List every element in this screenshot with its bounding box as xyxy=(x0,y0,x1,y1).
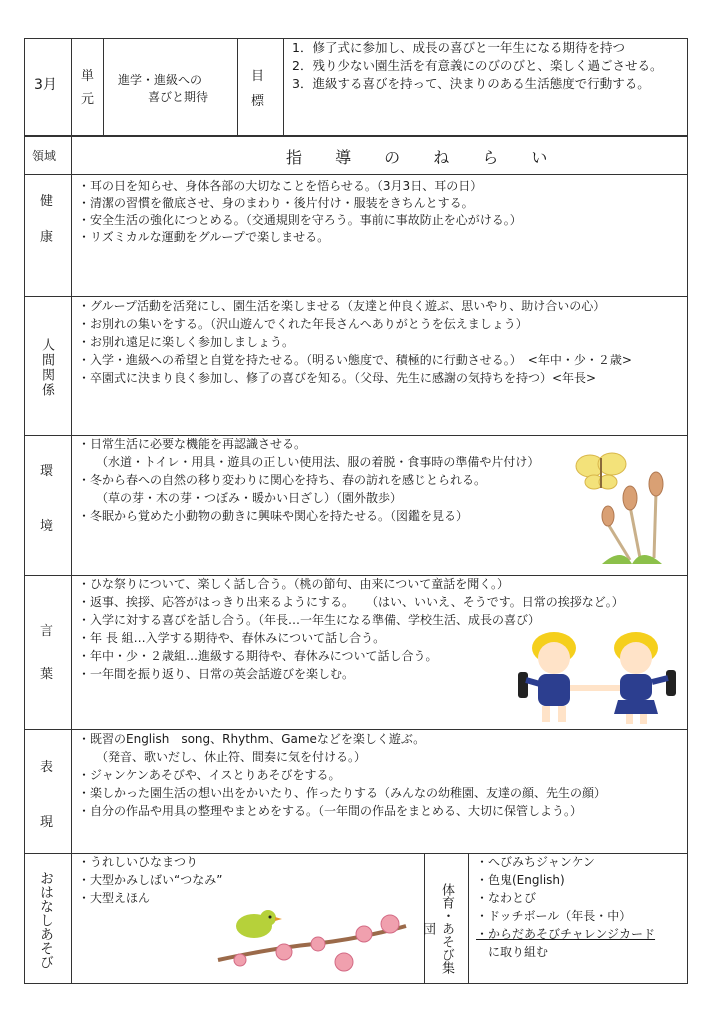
story-item-1: ・うれしいひなまつり xyxy=(78,855,199,869)
pe-challenge-cont: に取り組む xyxy=(488,945,549,959)
goal-label-2: 標 xyxy=(251,94,265,109)
story-item-3: ・大型えほん xyxy=(78,891,151,905)
lang-item-3: ・入学に対する喜びを話し合う。（年長…一年生になる準備、学校生活、成長の喜び） xyxy=(78,613,541,627)
expr-label-1: 表 xyxy=(40,760,54,775)
goal-2: 2．残り少ない園生活を有意義にのびのびと、楽しく過ごさせる。 xyxy=(292,58,663,73)
health-label-1: 健 xyxy=(40,194,54,209)
relations-item-5: ・卒園式に決まり良く参加し、修了の喜びを知る。（父母、先生に感謝の気持ちを持つ）<年長> xyxy=(78,371,597,385)
relations-item-4: ・入学・進級への希望と自覚を持たせる。（明るい態度で、積極的に行動させる。） <年中・少・２歳> xyxy=(78,353,632,367)
girl-icon xyxy=(614,632,676,724)
expr-label-2: 現 xyxy=(40,815,54,830)
domain-label: 領域 xyxy=(32,149,57,163)
pe-challenge: ・からだあそびチャレンジカード xyxy=(476,927,656,941)
aim-title: 指 導 の ね ら い xyxy=(286,148,562,167)
lang-item-1: ・ひな祭りについて、楽しく話し合う。（桃の節句、由来について童話を聞く。） xyxy=(78,577,510,591)
health-item-1: ・耳の日を知らせ、身体各部の大切なことを悟らせる。（3月3日、耳の日） xyxy=(78,179,483,193)
unit-title-2: 喜びと期待 xyxy=(148,90,209,104)
goal-3: 3．進級する喜びを持って、決まりのある生活態度で行動する。 xyxy=(292,76,650,91)
pe-item-2: ・色鬼(English) xyxy=(476,873,565,887)
env-item-5: ・冬眠から覚めた小動物の動きに興味や関心を持たせる。（図鑑を見る） xyxy=(78,509,469,523)
env-label-2: 境 xyxy=(40,519,54,534)
env-item-3: ・冬から春への自然の移り変わりに関心を持ち、春の訪れを感じとられる。 xyxy=(78,473,487,487)
month-label: 3月 xyxy=(34,77,57,93)
health-label-2: 康 xyxy=(40,230,54,245)
butterfly-buds-illustration xyxy=(572,446,672,568)
lang-item-4: ・年 長 組…入学する期待や、春休みについて話し合う。 xyxy=(78,631,386,645)
expr-item-2: （発音、歌いだし、休止符、間奏に気を付ける。） xyxy=(78,750,367,764)
story-label: おはなしあそび xyxy=(38,871,54,969)
lang-label-1: 言 xyxy=(40,624,54,639)
env-item-2: （水道・トイレ・用具・遊具の正しい使用法、服の着脱・食事時の準備や片付け） xyxy=(78,455,540,469)
children-illustration xyxy=(512,618,684,728)
relations-label: 人間関係 xyxy=(39,338,54,398)
relations-item-2: ・お別れの集いをする。（沢山遊んでくれた年長さんへありがとうを伝えましょう） xyxy=(78,317,528,331)
lang-item-6: ・一年間を振り返り、日常の英会話遊びを楽しむ。 xyxy=(78,667,355,681)
expr-item-1: ・既習のEnglish song、Rhythm、Gameなどを楽しく遊ぶ。 xyxy=(78,732,426,746)
pe-item-3: ・なわとび xyxy=(476,891,537,905)
boy-icon xyxy=(518,632,576,722)
butterfly-icon xyxy=(576,453,626,489)
pe-item-1: ・へびみちジャンケン xyxy=(476,855,595,869)
pe-label: 体育・あそび集団 xyxy=(420,882,454,974)
bird-icon xyxy=(236,910,282,938)
story-item-2: ・大型かみしばい“つなみ” xyxy=(78,873,223,887)
plan-sheet xyxy=(24,38,688,984)
lang-item-5: ・年中・少・２歳組…進級する期待や、春休みについて話し合う。 xyxy=(78,649,438,663)
health-item-2: ・清潔の習慣を徹底させ、身のまわり・後片付け・服装をきちんとする。 xyxy=(78,196,474,210)
bird-blossom-illustration xyxy=(214,904,410,976)
expr-item-5: ・自分の作品や用具の整理やまとめをする。（一年間の作品をまとめる、大切に保管しよう。） xyxy=(78,804,583,818)
expr-item-3: ・ジャンケンあそびや、イスとりあそびをする。 xyxy=(78,768,341,782)
env-label-1: 環 xyxy=(40,464,54,479)
health-item-4: ・リズミカルな運動をグループで楽しませる。 xyxy=(78,230,330,244)
unit-label-1: 単 xyxy=(81,69,95,84)
goal-label-1: 目 xyxy=(251,69,265,84)
expr-item-4: ・楽しかった園生活の想い出をかいたり、作ったりする（みんなの幼稚園、友達の顔、先生の顔） xyxy=(78,786,607,800)
health-item-3: ・安全生活の強化につとめる。（交通規則を守ろう。事前に事故防止を心がける。） xyxy=(78,213,522,227)
lang-label-2: 葉 xyxy=(40,667,54,682)
unit-title-1: 進学・進級への xyxy=(118,73,203,87)
pe-item-4: ・ドッチボール（年長・中） xyxy=(476,909,632,923)
unit-label-2: 元 xyxy=(81,92,95,107)
env-item-4: （草の芽・木の芽・つぼみ・暖かい日ざし）（園外散歩） xyxy=(78,491,403,505)
goal-1: 1．修了式に参加し、成長の喜びと一年生になる期待を持つ xyxy=(292,40,625,55)
relations-item-1: ・グループ活動を活発にし、園生活を楽しませる（友達と仲良く遊ぶ、思いやり、助け合いの心） xyxy=(78,299,606,313)
relations-item-3: ・お別れ遠足に楽しく参加しましょう。 xyxy=(78,335,295,349)
lang-item-2: ・返事、挨拶、応答がはっきり出来るようにする。 （はい、いいえ、そうです。日常の挨拶など。） xyxy=(78,595,624,609)
env-item-1: ・日常生活に必要な機能を再認識させる。 xyxy=(78,437,307,451)
